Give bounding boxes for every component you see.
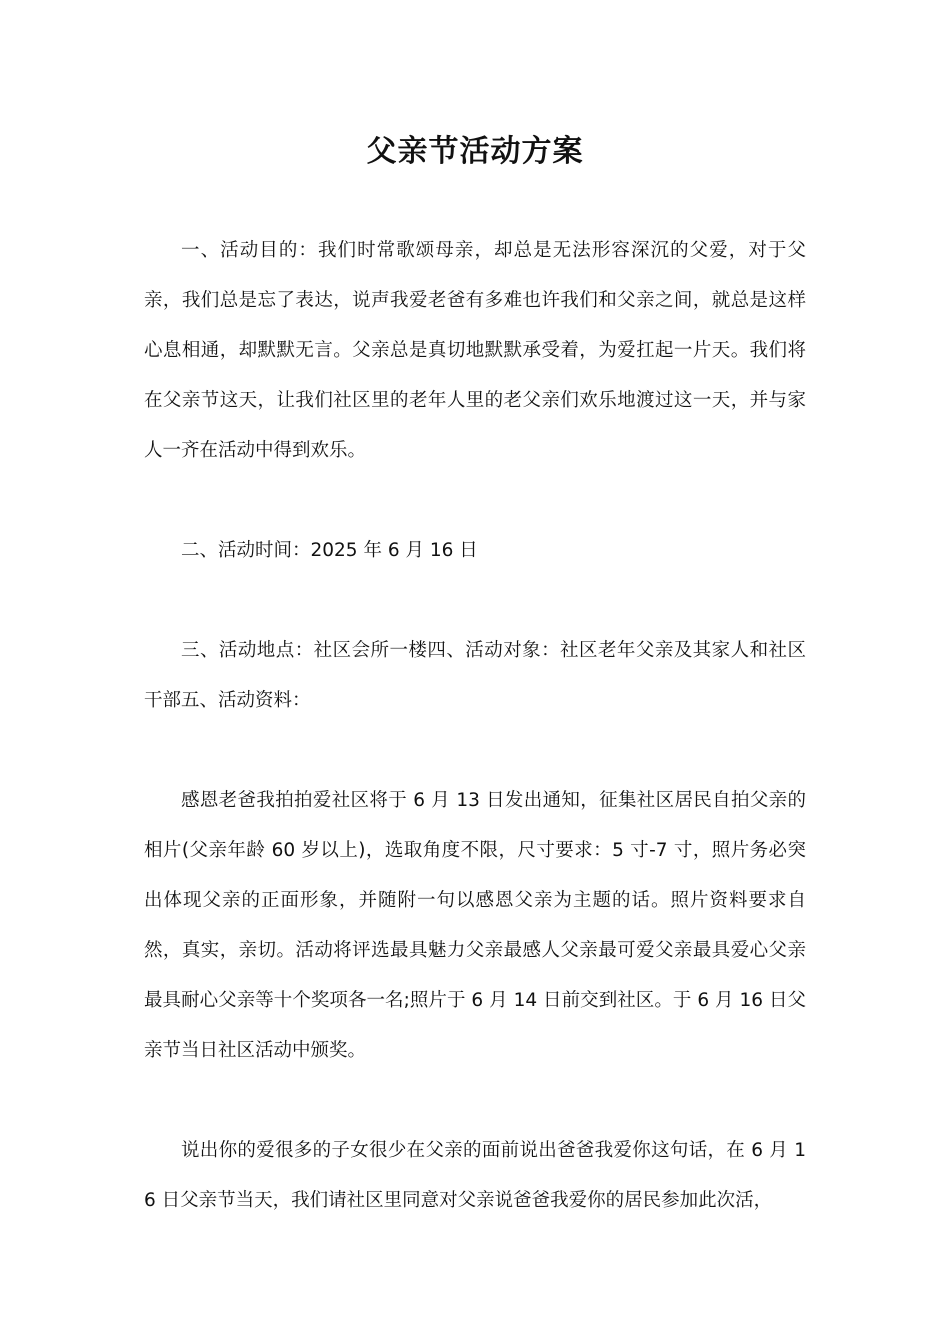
document-title: 父亲节活动方案 xyxy=(366,134,584,169)
paragraph-purpose: 一、活动目的：我们时常歌颂母亲，却总是无法形容深沉的父爱，对于父亲，我们总是忘了表达，说声我爱老爸有多难也许我们和父亲之间，就总是这样心息相通，却默默无言。父亲总是真切地默默承受着，为爱扛起一片天。我们将在父亲节这天，让我们社区里的老年人里的老父亲们欢乐地渡过这一天，并与家人一齐在活动中得到欢乐。 xyxy=(144,240,806,461)
paragraph-location: 三、活动地点：社区会所一楼四、活动对象：社区老年父亲及其家人和社区干部五、活动资料： xyxy=(144,640,806,711)
paragraph-photo-activity: 感恩老爸我拍拍爱社区将于 6 月 13 日发出通知，征集社区居民自拍父亲的相片(父亲年龄 60 岁以上)，选取角度不限，尺寸要求：5 寸-7 寸，照片务必突出体现父亲的正面形象，并随附一句以感恩父亲为主题的话。照片资料要求自然，真实，亲切。活动将评选最具魅力父亲最感人父亲最可爱父亲最具爱心父亲最具耐心父亲等十个奖项各一名;照片于 6 月 14 日前交到社区。于 6 月 16 日父亲节当日社区活动中颁奖。 xyxy=(144,790,806,1061)
paragraph-say-love: 说出你的爱很多的子女很少在父亲的面前说出爸爸我爱你这句话，在 6 月 16 日父亲节当天，我们请社区里同意对父亲说爸爸我爱你的居民参加此次活， xyxy=(144,1140,806,1211)
document-body xyxy=(144,226,806,1276)
paragraph-time: 二、活动时间：2025 年 6 月 16 日 xyxy=(181,540,478,561)
